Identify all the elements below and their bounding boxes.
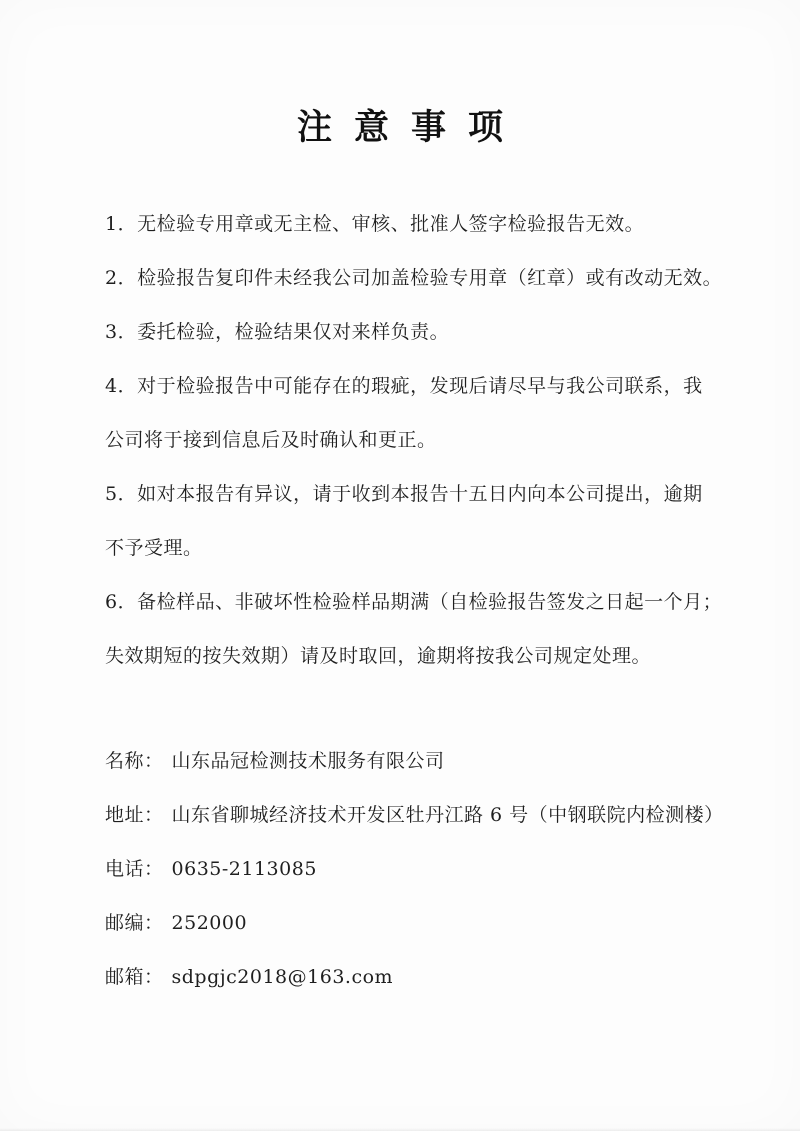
company-contact-block — [105, 734, 724, 1004]
company-phone-label: 电话： — [105, 858, 164, 880]
company-name-line — [105, 734, 724, 788]
note-item-5-line-1: 5．如对本报告有异议，请于收到本报告十五日内向本公司提出，逾期 — [105, 483, 703, 505]
note-item-6-line-1: 6．备检样品、非破坏性检验样品期满（自检验报告签发之日起一个月； — [105, 591, 723, 613]
company-phone-value: 0635-2113085 — [171, 858, 317, 880]
company-name-label: 名称： — [105, 750, 164, 772]
company-email-line — [105, 950, 724, 1004]
company-address-line — [105, 788, 724, 842]
company-address-label: 地址： — [105, 804, 164, 826]
company-name-value: 山东品冠检测技术服务有限公司 — [171, 750, 445, 772]
note-item-1-line-1: 1．无检验专用章或无主检、审核、批准人签字检验报告无效。 — [105, 213, 645, 235]
notes-list — [105, 197, 722, 683]
company-email-value: sdpgjc2018@163.com — [171, 966, 394, 988]
company-postcode-value: 252000 — [171, 912, 248, 934]
note-item-6-line-2: 失效期短的按失效期）请及时取回，逾期将按我公司规定处理。 — [105, 645, 652, 667]
page-title: 注意事项 — [296, 107, 525, 148]
company-address-value: 山东省聊城经济技术开发区牡丹江路 6 号（中钢联院内检测楼） — [171, 804, 724, 826]
note-item-4-line-2: 公司将于接到信息后及时确认和更正。 — [105, 429, 437, 451]
note-item-4-line-1: 4．对于检验报告中可能存在的瑕疵，发现后请尽早与我公司联系，我 — [105, 375, 703, 397]
note-item-2-line-1: 2．检验报告复印件未经我公司加盖检验专用章（红章）或有改动无效。 — [105, 267, 723, 289]
note-item-3-line-1: 3．委托检验，检验结果仅对来样负责。 — [105, 321, 450, 343]
company-postcode-label: 邮编： — [105, 912, 164, 934]
company-postcode-line — [105, 896, 724, 950]
company-email-label: 邮箱： — [105, 966, 164, 988]
note-item-5-line-2: 不予受理。 — [105, 537, 203, 559]
company-phone-line — [105, 842, 724, 896]
